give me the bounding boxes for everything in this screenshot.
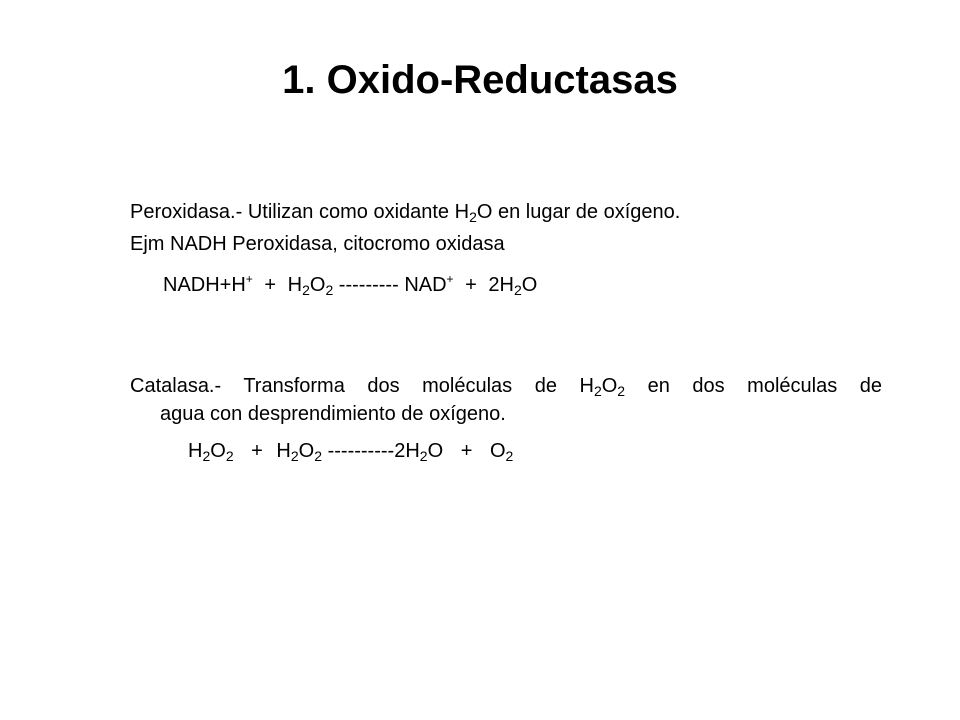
product1-o: O [427, 440, 444, 462]
reactant1-h: H [188, 440, 203, 462]
product-nad: NAD [404, 274, 447, 296]
subscript: 2 [225, 448, 234, 464]
product1-2h: 2H [394, 440, 420, 462]
product2-o: O [489, 440, 506, 462]
peroxidasa-description [130, 198, 882, 226]
subscript: 2 [593, 383, 602, 399]
catalasa-description-line2: agua con desprendimiento de oxígeno. [160, 403, 506, 425]
peroxidasa-label: Peroxidasa.- [130, 201, 243, 223]
reactant-h2o2-h: H [287, 274, 303, 296]
catalasa-o: O [601, 375, 618, 397]
subscript: 2 [314, 448, 323, 464]
reactant2-h: H [276, 440, 291, 462]
catalasa-text-after: en dos moléculas de [647, 375, 882, 397]
subscript: 2 [505, 448, 514, 464]
reaction-arrow: ---------- [327, 440, 395, 462]
subscript: 2 [513, 282, 522, 298]
plus-sign: + [465, 274, 477, 296]
plus-sign: + [251, 440, 263, 462]
catalasa-reaction [188, 437, 513, 465]
plus-sign: + [264, 274, 277, 296]
subscript: 2 [325, 282, 334, 298]
subscript: 2 [202, 448, 211, 464]
product-o: O [521, 274, 538, 296]
peroxidasa-desc-after: O en lugar de oxígeno. [476, 201, 681, 223]
subscript: 2 [290, 448, 299, 464]
h2o-subscript: 2 [469, 209, 477, 225]
peroxidasa-desc-before: Utilizan como oxidante H [247, 201, 470, 223]
reaction-arrow: --------- [338, 274, 399, 296]
plus-sign: + [460, 440, 473, 462]
reactant2-o: O [298, 440, 315, 462]
slide-title: 1. Oxido-Reductasas [282, 58, 678, 102]
peroxidasa-example: Ejm NADH Peroxidasa, citocromo oxidasa [130, 233, 505, 255]
subscript: 2 [617, 383, 626, 399]
peroxidasa-reaction [163, 271, 537, 299]
subscript: 2 [302, 282, 310, 298]
catalasa-text-before: Catalasa.- Transforma dos moléculas de H [130, 375, 594, 397]
nad-plus-superscript: + [446, 272, 454, 286]
catalasa-description-line1 [130, 372, 882, 400]
h-plus-superscript: + [245, 272, 253, 286]
reactant-h2o2-o: O [309, 274, 326, 296]
subscript: 2 [419, 448, 428, 464]
product-2h: 2H [488, 274, 514, 296]
reactant-nadh: NADH+H [163, 274, 246, 296]
reactant1-o: O [210, 440, 226, 462]
